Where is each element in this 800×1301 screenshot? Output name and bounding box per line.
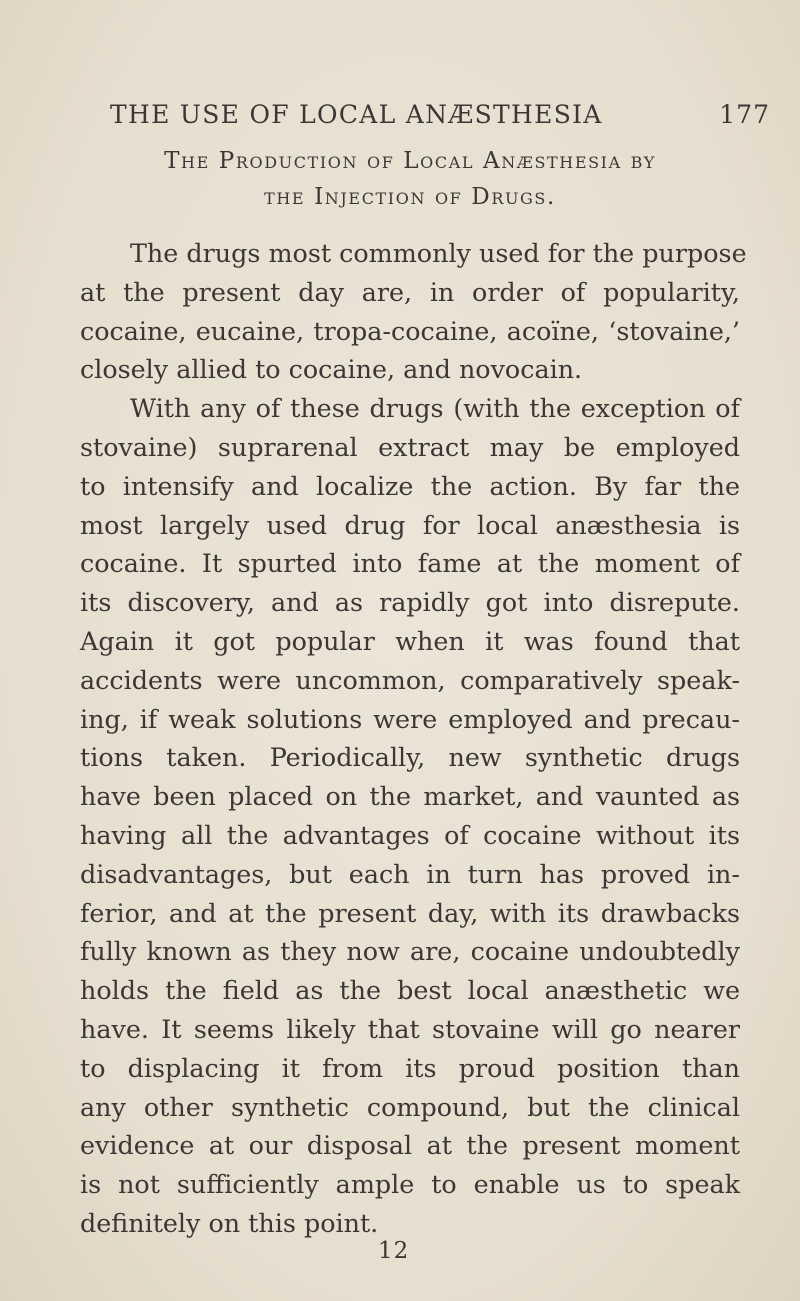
text-line: Again it got popular when it was found that	[80, 625, 740, 656]
running-head	[110, 100, 770, 129]
text-line: holds the field as the best local anæsthetic we	[80, 975, 740, 1006]
page-number: 177	[719, 100, 770, 129]
text-line: have been placed on the market, and vaunted as	[80, 781, 740, 812]
text-line: is not sufficiently ample to enable us to speak	[80, 1169, 740, 1200]
text-line: fully known as they now are, cocaine undoubtedly	[80, 936, 740, 967]
body-paragraphs	[80, 234, 747, 1243]
text-line: ferior, and at the present day, with its drawbacks	[80, 897, 740, 928]
text-line: cocaine. It spurted into fame at the moment of	[80, 548, 740, 579]
text-line: at the present day are, in order of popularity,	[80, 276, 740, 307]
text-line: closely allied to cocaine, and novocain.	[80, 354, 583, 385]
text-line: any other synthetic compound, but the clinical	[80, 1091, 740, 1122]
text-line: to displacing it from its proud position than	[80, 1052, 740, 1083]
text-line: The drugs most commonly used for the purpose	[130, 238, 747, 268]
text-line: tions taken. Periodically, new synthetic drugs	[80, 742, 740, 773]
text-line: to intensify and localize the action. By far the	[80, 470, 740, 501]
text-line: evidence at our disposal at the present moment	[80, 1130, 740, 1161]
text-line: stovaine) suprarenal extract may be employed	[80, 431, 740, 462]
section-title-line-2: the Injection of Drugs.	[264, 184, 556, 210]
text-line: disadvantages, but each in turn has proved in-	[80, 858, 740, 889]
text-line: cocaine, eucaine, tropa-cocaine, acoïne, ‘stovaine,’	[80, 315, 740, 346]
signature-mark: 12	[378, 1238, 410, 1264]
text-line: With any of these drugs (with the exception of	[130, 393, 740, 424]
text-line: definitely on this point.	[80, 1207, 379, 1238]
running-head-title: THE USE OF LOCAL ANÆSTHESIA	[110, 100, 603, 129]
section-title-line-1: The Production of Local Anæsthesia by	[164, 148, 656, 174]
text-line: ing, if weak solutions were employed and precau-	[80, 703, 740, 734]
text-line: have. It seems likely that stovaine will go nearer	[80, 1013, 740, 1044]
text-line: accidents were uncommon, comparatively speak-	[80, 664, 740, 695]
text-line: its discovery, and as rapidly got into disrepute.	[80, 587, 740, 618]
text-line: having all the advantages of cocaine without its	[80, 819, 740, 850]
text-line: most largely used drug for local anæsthesia is	[80, 509, 740, 540]
